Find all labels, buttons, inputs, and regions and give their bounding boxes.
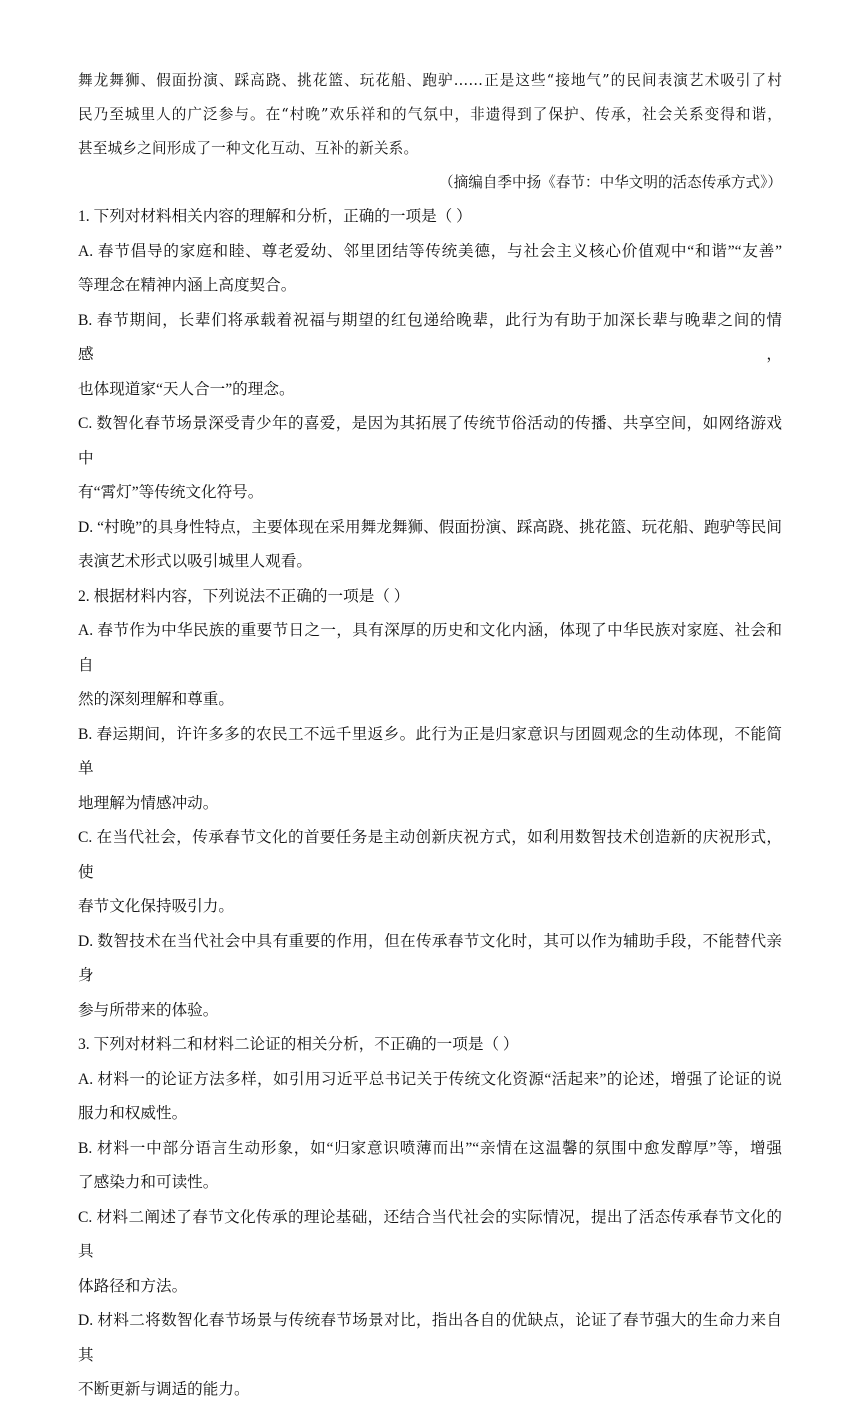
option-text: A. 春节作为中华民族的重要节日之一，具有深厚的历史和文化内涵，体现了中华民族对家庭、社会和自: [78, 622, 782, 674]
option-d[interactable]: [78, 1304, 782, 1408]
passage-source-citation: （摘编自季中扬《春节：中华文明的活态传承方式》）: [439, 174, 782, 191]
option-text: 地理解为情感冲动。: [78, 794, 219, 812]
question-1: [78, 200, 782, 580]
option-text: 等理念在精神内涵上高度契合。: [78, 277, 297, 294]
option-text: C. 数智化春节场景深受青少年的喜爱，是因为其拓展了传统节俗活动的传播、共享空间，如网络游戏中: [78, 415, 782, 467]
option-text: 服力和权威性。: [78, 1105, 188, 1122]
option-text: 了感染力和可读性。: [78, 1174, 219, 1191]
option-text: 有“霄灯”等传统文化符号。: [78, 484, 264, 501]
option-text: 体路径和方法。: [78, 1277, 188, 1295]
passage-line: 民乃至城里人的广泛参与。在“村晚”欢乐祥和的气氛中，非遗得到了保护、传承，社会关系变得和谐，: [78, 106, 782, 123]
option-b[interactable]: [78, 304, 782, 408]
option-text: 不断更新与调适的能力。: [78, 1381, 250, 1398]
option-b[interactable]: [78, 1132, 782, 1201]
question-3: [78, 1028, 782, 1408]
option-c[interactable]: [78, 821, 782, 925]
passage-line: 舞龙舞狮、假面扮演、踩高跷、挑花篮、玩花船、跑驴……正是这些“接地气”的民间表演艺术吸引了村: [78, 72, 782, 89]
option-text: D. 数智技术在当代社会中具有重要的作用，但在传承春节文化时，其可以作为辅助手段，不能替代亲身: [78, 932, 782, 984]
question-stem: 2. 根据材料内容，下列说法不正确的一项是（ ）: [78, 587, 410, 605]
option-text: D. 材料二将数智化春节场景与传统春节场景对比，指出各自的优缺点，论证了春节强大的生命力来自其: [78, 1312, 782, 1364]
option-text: 春节文化保持吸引力。: [78, 898, 234, 915]
option-text: B. 材料一中部分语言生动形象，如“归家意识喷薄而出”“亲情在这温馨的氛围中愈发醇厚”等，增强: [78, 1139, 782, 1157]
option-text: B. 春运期间，许许多多的农民工不远千里返乡。此行为正是归家意识与团圆观念的生动体现，不能简单: [78, 725, 782, 777]
option-text: B. 春节期间，长辈们将承载着祝福与期望的红包递给晚辈，此行为有助于加深长辈与晚辈之间的情感，: [78, 311, 782, 363]
option-text: D. “村晚”的具身性特点，主要体现在采用舞龙舞狮、假面扮演、踩高跷、挑花篮、玩花船、跑驴等民间: [78, 518, 782, 536]
option-c[interactable]: [78, 1201, 782, 1305]
option-text: 也体现道家“天人合一”的理念。: [78, 380, 295, 398]
option-a[interactable]: [78, 1063, 782, 1132]
option-text: A. 材料一的论证方法多样，如引用习近平总书记关于传统文化资源“活起来”的论述，增强了论证的说: [78, 1070, 782, 1088]
question-stem: 3. 下列对材料二和材料二论证的相关分析，不正确的一项是（ ）: [78, 1036, 519, 1053]
passage-line: 甚至城乡之间形成了一种文化互动、互补的新关系。: [78, 140, 419, 157]
option-d[interactable]: [78, 511, 782, 580]
option-d[interactable]: [78, 925, 782, 1029]
option-c[interactable]: [78, 407, 782, 511]
question-stem: 1. 下列对材料相关内容的理解和分析，正确的一项是（ ）: [78, 208, 472, 225]
passage-excerpt: [78, 64, 782, 166]
option-text: A. 春节倡导的家庭和睦、尊老爱幼、邻里团结等传统美德，与社会主义核心价值观中“和谐”“友善”: [78, 242, 782, 260]
option-text: C. 在当代社会，传承春节文化的首要任务是主动创新庆祝方式，如利用数智技术创造新的庆祝形式，使: [78, 829, 782, 881]
option-text: 然的深刻理解和尊重。: [78, 691, 234, 708]
option-text: 表演艺术形式以吸引城里人观看。: [78, 553, 312, 570]
question-2: [78, 580, 782, 1029]
option-a[interactable]: [78, 614, 782, 718]
document-page: [78, 64, 782, 1408]
option-b[interactable]: [78, 718, 782, 822]
option-text: 参与所带来的体验。: [78, 1001, 219, 1019]
option-text: C. 材料二阐述了春节文化传承的理论基础，还结合当代社会的实际情况，提出了活态传承春节文化的具: [78, 1208, 782, 1260]
option-a[interactable]: [78, 235, 782, 304]
